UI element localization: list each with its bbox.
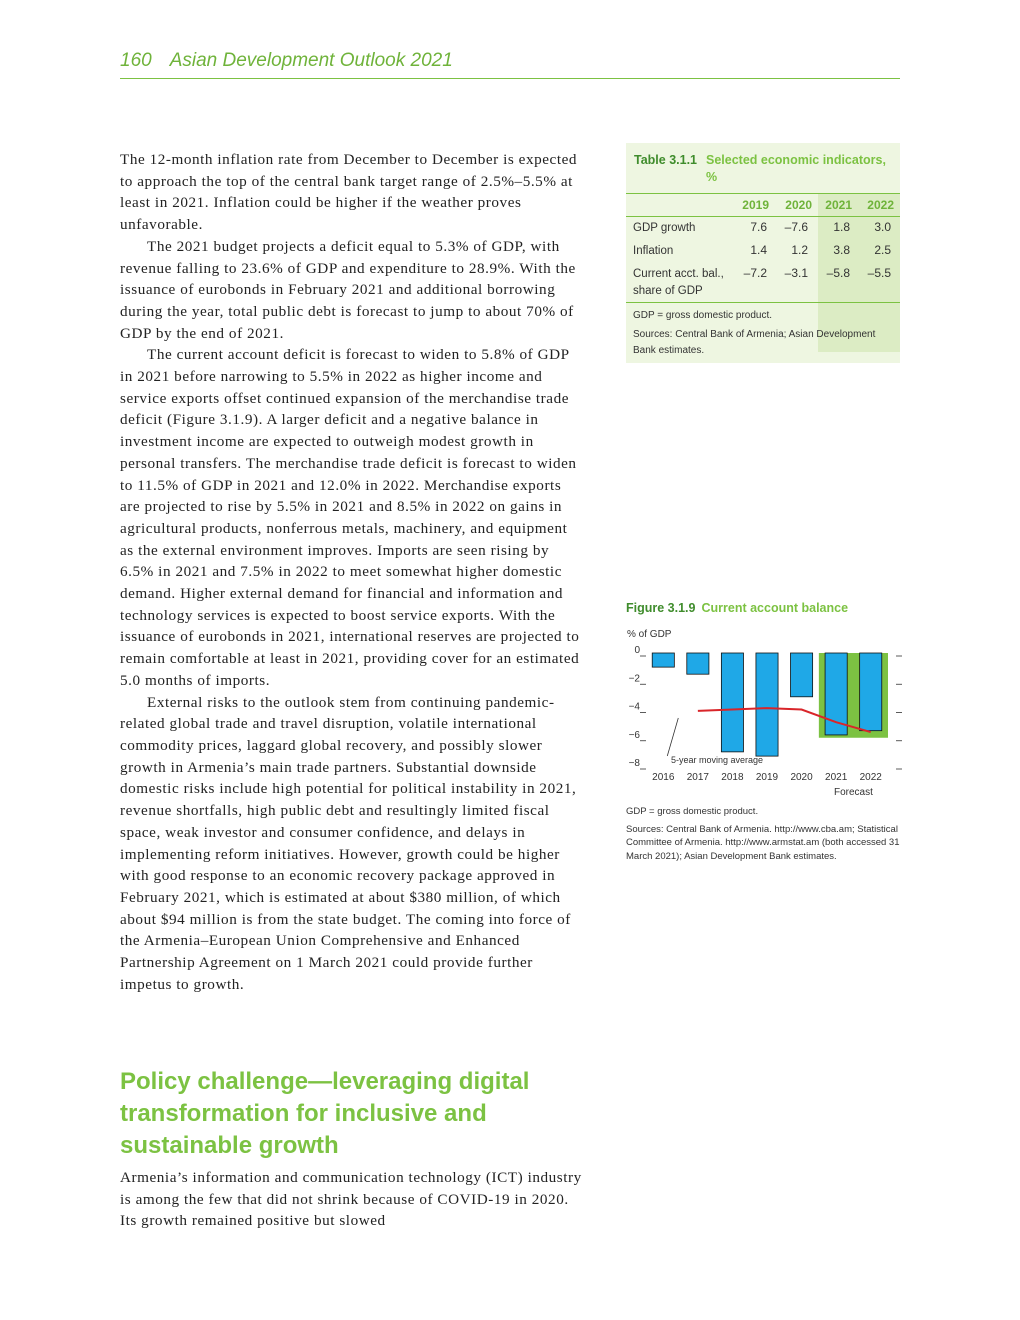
row-label-current-account: Current acct. bal., share of GDP: [633, 268, 724, 297]
current-account-chart: [620, 622, 920, 802]
table-cell: –3.1: [784, 266, 808, 280]
x-tick-label: 2021: [825, 772, 848, 783]
paragraph-risks: External risks to the outlook stem from continuing pandemic-related global trade and travel disruption, volatile international commodity prices, laggard global recovery, and possibly slower growth in Armenia’s main trade partners. Substantial downside domestic risks include high potential for political instability in 2021, revenue shortfalls, high public debt and resultingly limited fiscal space, weak investor and consumer confidence, and delays in implementing reform initiatives. However, growth could be higher with good response to an economic recovery package approved in February 2021, which is estimated at about $380 million, of which about $94 million is from the state budget. The coming into force of the Armenia–European Union Comprehensive and Enhanced Partnership Agreement on 1 March 2021 could provide further impetus to growth.: [120, 693, 577, 993]
paragraph-budget: The 2021 budget projects a deficit equal to 5.3% of GDP, with revenue falling to 23.6% of GDP and expenditure to 28.9%. With the issuance of eurobonds in February 2021 and additional borrowing during the year, total public debt is forecast to jump to about 70% of GDP by the end of 2021.: [120, 237, 576, 342]
table-title: Selected economic indicators, %: [706, 153, 886, 184]
y-tick-label: −4: [628, 701, 640, 713]
table-header-2022: 2022: [867, 198, 894, 212]
x-tick-label: 2016: [652, 772, 675, 783]
row-label-gdp-growth: GDP growth: [633, 222, 696, 234]
table-header-2020: 2020: [785, 198, 812, 212]
figure-note: GDP = gross domestic product.: [626, 806, 759, 817]
table-cell: 2.5: [874, 243, 891, 257]
table-label: Table 3.1.1: [634, 153, 697, 167]
row-label-inflation: Inflation: [633, 245, 674, 257]
table-cell: 1.8: [833, 220, 850, 234]
annotation-leader: [667, 718, 678, 756]
figure-caption: [626, 601, 916, 615]
table-cell: –7.2: [743, 266, 767, 280]
x-tick-label: 2020: [790, 772, 813, 783]
table-header-2021: 2021: [825, 198, 852, 212]
page-number: 160: [120, 50, 152, 71]
section-heading: Policy challenge—leveraging digital transformation for inclusive and sustainable growth: [120, 1068, 530, 1159]
table-rule: [626, 216, 900, 217]
table-cell: –5.5: [867, 266, 891, 280]
forecast-label: Forecast: [833, 787, 873, 798]
paragraph-inflation: The 12-month inflation rate from December to December is expected to approach the top of the central bank target range of 2.5%–5.5% at least in 2021. Inflation could be higher if the weather proves unfavorable.: [120, 151, 578, 234]
paragraph-current-account: The current account deficit is forecast to widen to 5.8% of GDP in 2021 before narrowing to 5.5% in 2022 as higher income and service exports offset continued expansion of the merchandise trade deficit (Figure 3.1.9). A larger deficit and a negative balance in investment income are expected to outweigh modest growth in personal transfers. The merchandise trade deficit is forecast to widen to 11.5% of GDP in 2021 and 12.0% in 2022. Merchandise exports are projected to rise by 5.5% in 2021 and 8.5% in 2022 on gains in agricultural products, nonferrous metals, machinery, and equipment as the external environment improves. Imports are seen rising by 6.5% in 2021 and 7.5% in 2022 to meet somewhat higher domestic demand. Higher external demand for financial and information and technology services is expected to boost service exports. With the issuance of eurobonds in 2021, international reserves are projected to remain comfortable at least in 2021, providing cover for an estimated 5.0 months of imports.: [120, 346, 580, 689]
indicators-table: [626, 143, 900, 363]
table-cell: 3.8: [833, 243, 850, 257]
annotation-label: 5-year moving average: [671, 755, 764, 765]
y-tick-label: −2: [628, 673, 640, 685]
body-text: [120, 149, 584, 995]
figure-label: Figure 3.1.9: [626, 601, 696, 615]
table-cell: –5.8: [826, 266, 850, 280]
table-note: GDP = gross domestic product.: [633, 310, 773, 321]
y-tick-label: −6: [628, 729, 640, 741]
table-sources: Sources: Central Bank of Armenia; Asian Development Bank estimates.: [633, 329, 876, 356]
table-header-2019: 2019: [742, 198, 769, 212]
page-header: [120, 50, 900, 79]
publication-title: Asian Development Outlook 2021: [169, 50, 453, 71]
table-cell: 1.4: [750, 243, 767, 257]
bar-2016: [652, 653, 674, 667]
x-tick-label: 2018: [721, 772, 744, 783]
section-body: [120, 1167, 584, 1232]
bar-2019: [756, 653, 778, 756]
bar-2022: [860, 653, 882, 731]
figure-title: Current account balance: [701, 601, 849, 615]
table-cell: –7.6: [784, 220, 808, 234]
paragraph-ict: Armenia’s information and communication technology (ICT) industry is among the few that did not shrink because of COVID-19 in 2020. Its growth remained positive but slowed: [120, 1169, 582, 1230]
y-axis-label: % of GDP: [627, 629, 672, 640]
figure-notes: [626, 805, 901, 867]
x-tick-label: 2022: [859, 772, 882, 783]
bar-2018: [721, 653, 743, 752]
y-tick-label: −8: [628, 758, 640, 769]
bar-2020: [791, 653, 813, 697]
table-cell: 1.2: [791, 243, 808, 257]
table-cell: 3.0: [874, 220, 891, 234]
figure-sources: Sources: Central Bank of Armenia. http://www.cba.am; Statistical Committee of Armenia. http://www.armstat.am (both accessed 31 March 2021); Asian Development Bank estimates.: [626, 823, 900, 862]
table-cell: 7.6: [750, 220, 767, 234]
x-tick-label: 2017: [686, 772, 709, 783]
y-tick-label: 0: [634, 645, 640, 656]
bar-2017: [687, 653, 709, 674]
table-rule: [626, 302, 900, 303]
x-tick-label: 2019: [755, 772, 779, 783]
